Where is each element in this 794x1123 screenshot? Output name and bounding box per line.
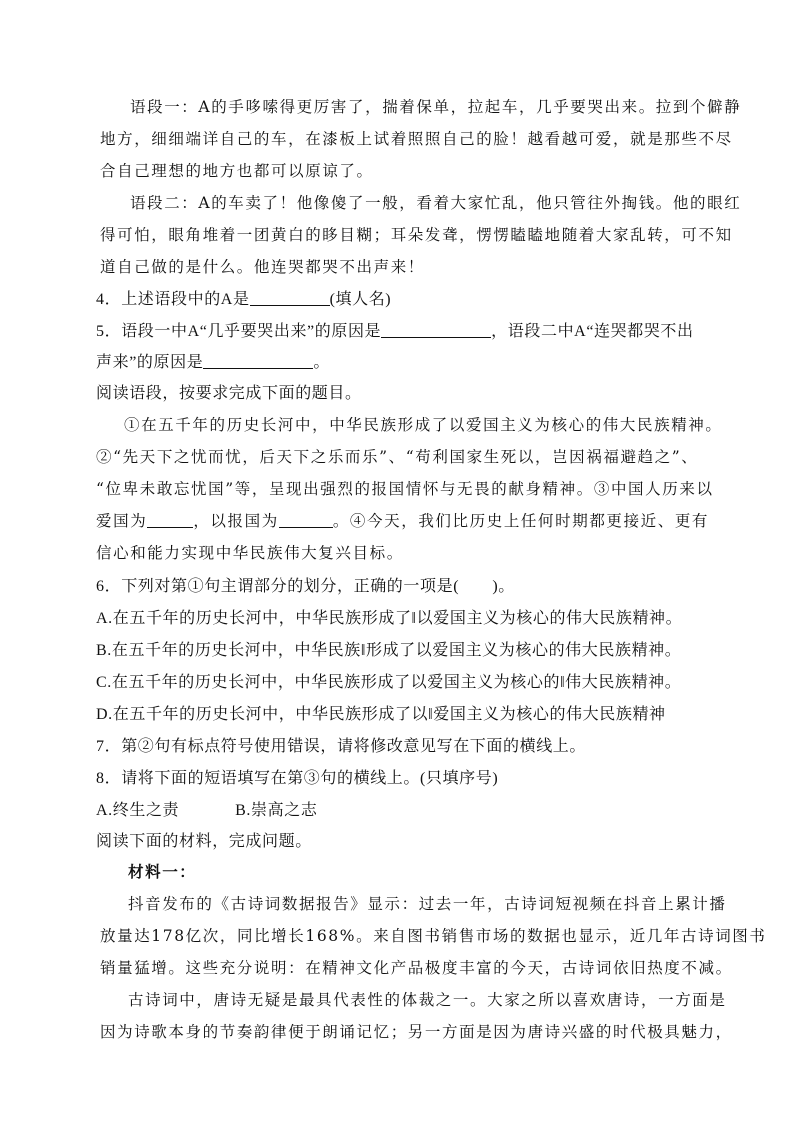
passage2-text: 爱国为 <box>96 512 148 530</box>
passage1-line: 合自己理想的地方也都可以原谅了。 <box>100 162 374 180</box>
answer-blank[interactable] <box>381 323 491 338</box>
passage2-line <box>96 509 709 531</box>
question-6-stem: 6．下列对第①句主谓部分的划分，正确的一项是( )。 <box>96 578 515 595</box>
passage2-text: ，以报国为 <box>193 512 279 530</box>
option-b[interactable]: B.在五千年的历史长河中，中华民族‖形成了以爱国主义为核心的伟大民族精神。 <box>96 642 682 659</box>
question-7: 7．第②句有标点符号使用错误，请将修改意见写在下面的横线上。 <box>96 738 587 755</box>
passage1-line: 地方，细细端详自己的车，在漆板上试着照照自己的脸！越看越可爱，就是那些不尽 <box>100 130 733 148</box>
answer-blank[interactable] <box>203 354 313 369</box>
question-4 <box>96 286 391 309</box>
answer-blank[interactable] <box>147 513 193 528</box>
option-c[interactable]: C.在五千年的历史长河中，中华民族形成了以爱国主义为核心的‖伟大民族精神。 <box>96 674 682 691</box>
material-line: 销量猛增。这些充分说明：在精神文化产品极度丰富的今天，古诗词依旧热度不减。 <box>100 959 733 977</box>
question-5 <box>96 318 694 341</box>
question-5-end: 。 <box>313 354 330 371</box>
passage2-line: ②“先天下之忧而忧，后天下之乐而乐”、“苟利国家生死以，岂因祸福避趋之”、 <box>96 448 699 466</box>
question-5-text: 声来”的原因是 <box>96 354 204 371</box>
material-line: 放量达178亿次，同比增长168%。来自图书销售市场的数据也显示，近几年古诗词图书 <box>100 927 767 945</box>
question-5-line2 <box>96 349 330 372</box>
passage2-line: ①在五千年的历史长河中，中华民族形成了以爱国主义为核心的伟大民族精神。 <box>124 416 723 434</box>
instruction: 阅读下面的材料，完成问题。 <box>96 833 312 850</box>
question-4-hint: (填人名) <box>329 291 392 308</box>
passage1-line: 道自己做的是什么。他连哭都哭不出声来！ <box>100 258 425 276</box>
phrase-option-a: A.终生之责 <box>96 802 180 819</box>
phrase-option-b: B.崇高之志 <box>235 802 318 819</box>
option-d[interactable]: D.在五千年的历史长河中，中华民族形成了以‖爱国主义为核心的伟大民族精神 <box>96 706 666 723</box>
material-line: 因为诗歌本身的节奏韵律便于朗诵记忆；另一方面是因为唐诗兴盛的时代极具魅力， <box>100 1023 733 1041</box>
material-line: 抖音发布的《古诗词数据报告》显示：过去一年，古诗词短视频在抖音上累计播 <box>128 895 727 913</box>
material-heading: 材料一： <box>128 862 197 881</box>
option-a[interactable]: A.在五千年的历史长河中，中华民族形成了‖以爱国主义为核心的伟大民族精神。 <box>96 610 683 627</box>
passage2-line: 信心和能力实现中华民族伟大复兴目标。 <box>96 544 404 562</box>
question-8-stem: 8．请将下面的短语填写在第③句的横线上。(只填序号) <box>96 770 499 787</box>
question-8-options <box>96 797 317 820</box>
question-4-text: 4．上述语段中的A是 <box>96 291 250 308</box>
question-5-text-mid: ，语段二中A“连哭都哭不出 <box>491 323 694 340</box>
question-5-text: 5．语段一中A“几乎要哭出来”的原因是 <box>96 323 382 340</box>
answer-blank[interactable] <box>250 291 330 306</box>
passage2-text: 。④今天，我们比历史上任何时期都更接近、更有 <box>332 512 710 530</box>
passage1-line: 语段二：A的车卖了！他像傻了一般，看着大家忙乱，他只管往外掏钱。他的眼红 <box>130 194 742 212</box>
passage1-line: 得可怕，眼角堆着一团黄白的眵目糊；耳朵发聋，愣愣瞌瞌地随着大家乱转，可不知 <box>100 226 733 244</box>
passage1-line: 语段一：A的手哆嗦得更厉害了，揣着保单，拉起车，几乎要哭出来。拉到个僻静 <box>130 98 742 116</box>
instruction: 阅读语段，按要求完成下面的题目。 <box>96 385 362 402</box>
material-line: 古诗词中，唐诗无疑是最具代表性的体裁之一。大家之所以喜欢唐诗，一方面是 <box>128 991 727 1009</box>
passage2-line: “位卑未敢忘忧国”等，呈现出强烈的报国情怀与无畏的献身精神。③中国人历来以 <box>96 480 714 498</box>
answer-blank[interactable] <box>279 513 333 528</box>
